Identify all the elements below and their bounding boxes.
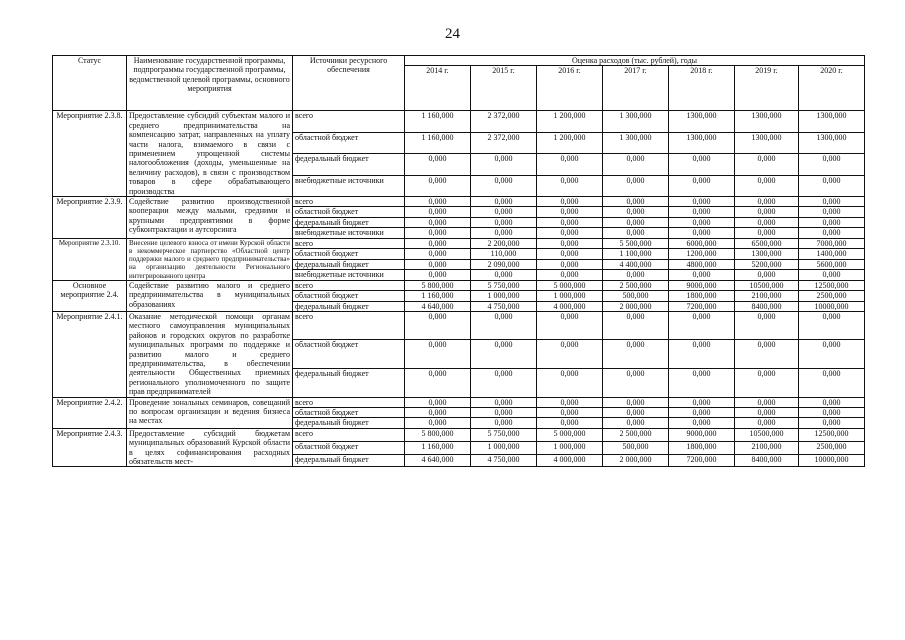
amount-cell: 1 160,000 [405, 111, 471, 132]
amount-cell: 1300,000 [669, 132, 735, 153]
amount-cell: 5 000,000 [537, 428, 603, 441]
amount-cell: 0,000 [405, 197, 471, 207]
amount-cell: 0,000 [405, 340, 471, 369]
amount-cell: 10500,000 [735, 428, 799, 441]
amount-cell: 5 750,000 [471, 280, 537, 290]
amount-cell: 0,000 [669, 228, 735, 238]
amount-cell: 0,000 [537, 228, 603, 238]
amount-cell: 1 000,000 [537, 441, 603, 454]
amount-cell: 0,000 [669, 154, 735, 175]
amount-cell: 1800,000 [669, 441, 735, 454]
funding-source-cell: всего [293, 428, 405, 441]
funding-source-cell: всего [293, 397, 405, 407]
measure-name-cell: Предоставление субсидий бюджетам муниципальных образований Курской области в целях софинансирования расходных обязательств мест- [127, 428, 293, 467]
amount-cell: 0,000 [669, 397, 735, 407]
amount-cell: 0,000 [537, 238, 603, 249]
amount-cell: 0,000 [799, 154, 865, 175]
table-row [53, 397, 865, 407]
amount-cell: 0,000 [799, 197, 865, 207]
amount-cell: 0,000 [537, 259, 603, 270]
amount-cell: 0,000 [669, 207, 735, 217]
amount-cell: 1300,000 [735, 249, 799, 260]
amount-cell: 4 750,000 [471, 301, 537, 311]
amount-cell: 0,000 [537, 397, 603, 407]
amount-cell: 2 500,000 [603, 280, 669, 290]
amount-cell: 0,000 [405, 259, 471, 270]
amount-cell: 0,000 [603, 397, 669, 407]
amount-cell: 0,000 [537, 207, 603, 217]
measure-name-cell: Содействие развитию производственной кооперации между малыми, средними и крупными предприятиями в форме субконтрактации и аутсорсинга [127, 197, 293, 239]
amount-cell: 0,000 [405, 154, 471, 175]
amount-cell: 0,000 [405, 238, 471, 249]
amount-cell: 0,000 [603, 369, 669, 398]
amount-cell: 0,000 [735, 228, 799, 238]
table-header [53, 56, 865, 111]
funding-source-cell: внебюджетные источники [293, 228, 405, 238]
amount-cell: 0,000 [471, 407, 537, 417]
amount-cell: 500,000 [603, 441, 669, 454]
amount-cell: 2 000,000 [603, 301, 669, 311]
amount-cell: 0,000 [669, 340, 735, 369]
funding-source-cell: областной бюджет [293, 207, 405, 217]
funding-source-cell: областной бюджет [293, 340, 405, 369]
amount-cell: 9000,000 [669, 280, 735, 290]
amount-cell: 0,000 [471, 217, 537, 227]
header-year: 2014 г. [405, 66, 471, 111]
funding-source-cell: областной бюджет [293, 407, 405, 417]
amount-cell: 0,000 [603, 154, 669, 175]
amount-cell: 0,000 [735, 418, 799, 428]
amount-cell: 0,000 [537, 175, 603, 196]
amount-cell: 0,000 [471, 311, 537, 340]
funding-source-cell: областной бюджет [293, 249, 405, 260]
amount-cell: 0,000 [669, 197, 735, 207]
amount-cell: 0,000 [603, 217, 669, 227]
measure-name-cell: Проведение зональных семинаров, совещаний по вопросам организации и ведения бизнеса на местах [127, 397, 293, 428]
amount-cell: 0,000 [471, 228, 537, 238]
amount-cell: 0,000 [537, 311, 603, 340]
amount-cell: 0,000 [669, 175, 735, 196]
amount-cell: 0,000 [669, 217, 735, 227]
measure-name-cell: Оказание методической помощи органам местного самоуправления муниципальных районов и городских округов по разработке муниципальных программ по поддержке и развитию малого и среднего предпринимательства, в обеспечении деятельности Общественных приемных регионального уполномоченного по защите прав предпринимателей [127, 311, 293, 397]
status-cell: Мероприятие 2.3.10. [53, 238, 127, 280]
header-year: 2018 г. [669, 66, 735, 111]
measure-name-cell: Предоставление субсидий субъектам малого и среднего предпринимательства на компенсацию затрат, направленных на уплату части налога, взимаемого в связи с применением упрощенной системы налогообложения (доходы, уменьшенные на величину расходов), в связи с производством товаров в сфере обрабатывающего производства [127, 111, 293, 197]
amount-cell: 0,000 [799, 311, 865, 340]
amount-cell: 0,000 [735, 397, 799, 407]
amount-cell: 6000,000 [669, 238, 735, 249]
page-number: 24 [445, 26, 460, 42]
amount-cell: 1300,000 [799, 111, 865, 132]
amount-cell: 9000,000 [669, 428, 735, 441]
amount-cell: 5 800,000 [405, 280, 471, 290]
amount-cell: 1300,000 [735, 111, 799, 132]
amount-cell: 1 000,000 [537, 291, 603, 301]
amount-cell: 1300,000 [735, 132, 799, 153]
amount-cell: 0,000 [603, 228, 669, 238]
funding-source-cell: федеральный бюджет [293, 301, 405, 311]
amount-cell: 0,000 [799, 397, 865, 407]
amount-cell: 0,000 [405, 407, 471, 417]
amount-cell: 8400,000 [735, 301, 799, 311]
amount-cell: 5 000,000 [537, 280, 603, 290]
measure-name-cell: Содействие развитию малого и среднего предпринимательства в муниципальных образованиях [127, 280, 293, 311]
header-year: 2015 г. [471, 66, 537, 111]
amount-cell: 2100,000 [735, 291, 799, 301]
amount-cell: 500,000 [603, 291, 669, 301]
amount-cell: 0,000 [405, 369, 471, 398]
amount-cell: 0,000 [735, 207, 799, 217]
status-cell: Мероприятие 2.3.9. [53, 197, 127, 239]
amount-cell: 1800,000 [669, 291, 735, 301]
amount-cell: 7000,000 [799, 238, 865, 249]
amount-cell: 5 800,000 [405, 428, 471, 441]
amount-cell: 4 400,000 [603, 259, 669, 270]
amount-cell: 1300,000 [799, 132, 865, 153]
amount-cell: 0,000 [405, 418, 471, 428]
header-year: 2020 г. [799, 66, 865, 111]
amount-cell: 0,000 [669, 407, 735, 417]
amount-cell: 0,000 [537, 197, 603, 207]
amount-cell: 0,000 [735, 175, 799, 196]
amount-cell: 0,000 [799, 175, 865, 196]
funding-source-cell: всего [293, 238, 405, 249]
amount-cell: 0,000 [669, 270, 735, 281]
funding-source-cell: областной бюджет [293, 291, 405, 301]
funding-source-cell: всего [293, 197, 405, 207]
amount-cell: 2 000,000 [603, 454, 669, 467]
amount-cell: 0,000 [405, 311, 471, 340]
amount-cell: 0,000 [603, 340, 669, 369]
amount-cell: 1 000,000 [471, 441, 537, 454]
amount-cell: 0,000 [405, 228, 471, 238]
funding-source-cell: областной бюджет [293, 132, 405, 153]
amount-cell: 10000,000 [799, 454, 865, 467]
amount-cell: 0,000 [537, 340, 603, 369]
funding-source-cell: всего [293, 311, 405, 340]
amount-cell: 0,000 [603, 270, 669, 281]
amount-cell: 0,000 [735, 340, 799, 369]
status-cell: Мероприятие 2.4.3. [53, 428, 127, 467]
funding-source-cell: федеральный бюджет [293, 454, 405, 467]
amount-cell: 0,000 [799, 369, 865, 398]
amount-cell: 5 500,000 [603, 238, 669, 249]
table-row [53, 197, 865, 207]
funding-source-cell: федеральный бюджет [293, 259, 405, 270]
funding-source-cell: федеральный бюджет [293, 418, 405, 428]
amount-cell: 1 160,000 [405, 441, 471, 454]
amount-cell: 0,000 [735, 197, 799, 207]
amount-cell: 4800,000 [669, 259, 735, 270]
amount-cell: 0,000 [471, 197, 537, 207]
status-cell: Мероприятие 2.3.8. [53, 111, 127, 197]
amount-cell: 1 100,000 [603, 249, 669, 260]
amount-cell: 0,000 [537, 249, 603, 260]
amount-cell: 0,000 [471, 207, 537, 217]
status-cell: Мероприятие 2.4.1. [53, 311, 127, 397]
amount-cell: 0,000 [405, 249, 471, 260]
header-year: 2017 г. [603, 66, 669, 111]
amount-cell: 0,000 [799, 228, 865, 238]
amount-cell: 7200,000 [669, 301, 735, 311]
amount-cell: 8400,000 [735, 454, 799, 467]
amount-cell: 0,000 [799, 418, 865, 428]
amount-cell: 0,000 [735, 407, 799, 417]
amount-cell: 0,000 [799, 270, 865, 281]
amount-cell: 4 000,000 [537, 301, 603, 311]
amount-cell: 5 750,000 [471, 428, 537, 441]
amount-cell: 0,000 [735, 270, 799, 281]
amount-cell: 0,000 [669, 369, 735, 398]
amount-cell: 2 500,000 [603, 428, 669, 441]
amount-cell: 0,000 [471, 418, 537, 428]
amount-cell: 1 200,000 [537, 132, 603, 153]
amount-cell: 6500,000 [735, 238, 799, 249]
amount-cell: 110,000 [471, 249, 537, 260]
amount-cell: 2100,000 [735, 441, 799, 454]
funding-source-cell: федеральный бюджет [293, 217, 405, 227]
table-row [53, 280, 865, 290]
status-cell: Основное мероприятие 2.4. [53, 280, 127, 311]
table-row [53, 311, 865, 340]
amount-cell: 2500,000 [799, 441, 865, 454]
amount-cell: 0,000 [405, 270, 471, 281]
amount-cell: 1 160,000 [405, 132, 471, 153]
amount-cell: 0,000 [537, 270, 603, 281]
amount-cell: 0,000 [471, 270, 537, 281]
amount-cell: 0,000 [669, 418, 735, 428]
amount-cell: 0,000 [537, 217, 603, 227]
amount-cell: 0,000 [799, 340, 865, 369]
amount-cell: 0,000 [603, 418, 669, 428]
amount-cell: 0,000 [735, 217, 799, 227]
amount-cell: 0,000 [735, 369, 799, 398]
funding-source-cell: внебюджетные источники [293, 270, 405, 281]
amount-cell: 2 090,000 [471, 259, 537, 270]
amount-cell: 10500,000 [735, 280, 799, 290]
amount-cell: 1 200,000 [537, 111, 603, 132]
amount-cell: 0,000 [735, 154, 799, 175]
amount-cell: 5200,000 [735, 259, 799, 270]
amount-cell: 0,000 [405, 175, 471, 196]
amount-cell: 0,000 [799, 217, 865, 227]
amount-cell: 0,000 [603, 207, 669, 217]
amount-cell: 1 000,000 [471, 291, 537, 301]
header-name: Наименование государственной программы, подпрограммы государственной программы, ведомственной целевой программы, основного мероприятия [127, 56, 293, 111]
amount-cell: 4 000,000 [537, 454, 603, 467]
amount-cell: 0,000 [537, 407, 603, 417]
amount-cell: 0,000 [603, 197, 669, 207]
amount-cell: 0,000 [471, 340, 537, 369]
amount-cell: 0,000 [603, 175, 669, 196]
amount-cell: 1 160,000 [405, 291, 471, 301]
funding-source-cell: федеральный бюджет [293, 154, 405, 175]
amount-cell: 12500,000 [799, 280, 865, 290]
amount-cell: 7200,000 [669, 454, 735, 467]
amount-cell: 0,000 [405, 217, 471, 227]
table-row [53, 111, 865, 132]
funding-source-cell: всего [293, 111, 405, 132]
funding-source-cell: всего [293, 280, 405, 290]
table-body [53, 111, 865, 467]
amount-cell: 0,000 [471, 175, 537, 196]
amount-cell: 1300,000 [669, 111, 735, 132]
amount-cell: 2 372,000 [471, 111, 537, 132]
amount-cell: 2 372,000 [471, 132, 537, 153]
header-estimate: Оценка расходов (тыс. рублей), годы [405, 56, 865, 66]
amount-cell: 0,000 [799, 207, 865, 217]
amount-cell: 1 300,000 [603, 111, 669, 132]
table-row [53, 238, 865, 249]
amount-cell: 0,000 [537, 154, 603, 175]
funding-source-cell: областной бюджет [293, 441, 405, 454]
amount-cell: 1 300,000 [603, 132, 669, 153]
header-year: 2019 г. [735, 66, 799, 111]
amount-cell: 0,000 [603, 311, 669, 340]
header-status: Статус [53, 56, 127, 111]
budget-table [52, 55, 865, 467]
header-sources: Источники ресурсного обеспечения [293, 56, 405, 111]
amount-cell: 12500,000 [799, 428, 865, 441]
table-row [53, 428, 865, 441]
amount-cell: 4 640,000 [405, 301, 471, 311]
amount-cell: 1200,000 [669, 249, 735, 260]
amount-cell: 0,000 [405, 207, 471, 217]
amount-cell: 10000,000 [799, 301, 865, 311]
amount-cell: 2500,000 [799, 291, 865, 301]
measure-name-cell: Внесение целевого взноса от имени Курской области в некоммерческое партнерство «Областной центр поддержки малого и среднего предпринимательства» на организацию деятельности Регионального интегрированного центра [127, 238, 293, 280]
amount-cell: 1400,000 [799, 249, 865, 260]
amount-cell: 0,000 [471, 397, 537, 407]
amount-cell: 0,000 [735, 311, 799, 340]
header-year: 2016 г. [537, 66, 603, 111]
status-cell: Мероприятие 2.4.2. [53, 397, 127, 428]
amount-cell: 4 750,000 [471, 454, 537, 467]
amount-cell: 0,000 [471, 369, 537, 398]
amount-cell: 0,000 [537, 418, 603, 428]
funding-source-cell: федеральный бюджет [293, 369, 405, 398]
amount-cell: 0,000 [799, 407, 865, 417]
amount-cell: 5600,000 [799, 259, 865, 270]
amount-cell: 0,000 [669, 311, 735, 340]
amount-cell: 0,000 [471, 154, 537, 175]
amount-cell: 4 640,000 [405, 454, 471, 467]
funding-source-cell: внебюджетные источники [293, 175, 405, 196]
amount-cell: 0,000 [405, 397, 471, 407]
amount-cell: 0,000 [537, 369, 603, 398]
amount-cell: 2 200,000 [471, 238, 537, 249]
amount-cell: 0,000 [603, 407, 669, 417]
